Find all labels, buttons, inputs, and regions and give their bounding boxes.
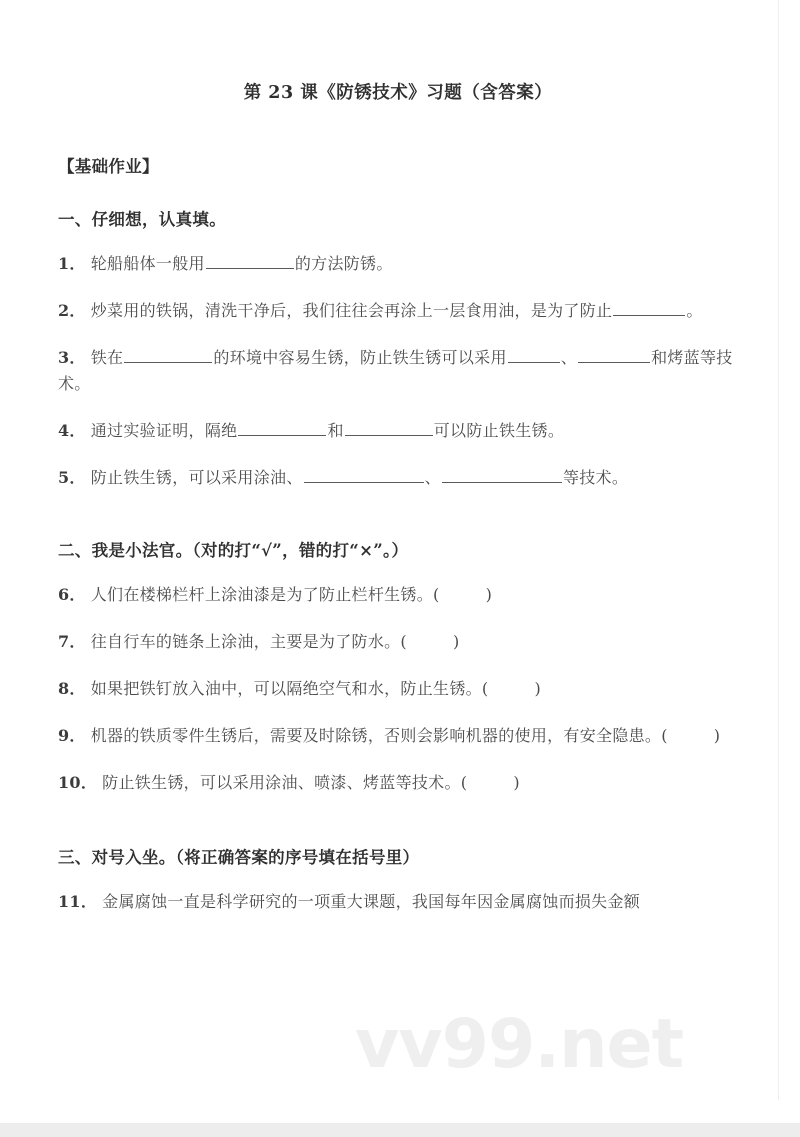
question-number: 7． [58, 632, 86, 652]
question-text: 如果把铁钉放入油中，可以隔绝空气和水，防止生锈。( [90, 679, 489, 699]
question-item [58, 251, 738, 277]
question-number: 10． [58, 773, 98, 793]
question-text-tail: ) [534, 679, 541, 699]
fill-blank[interactable] [206, 253, 294, 269]
section-heading-one: 一、仔细想，认真填。 [58, 210, 226, 229]
question-item [58, 770, 738, 796]
question-text-part: 铁在 [90, 347, 124, 367]
watermark-text: vv99.net [355, 1005, 684, 1084]
question-text-part: 通过实验证明，隔绝 [90, 420, 238, 440]
section-heading-two: 二、我是小法官。（对的打“√”，错的打“×”。） [58, 541, 409, 561]
question-item [58, 889, 738, 915]
question-item [58, 723, 738, 749]
question-number: 1． [58, 254, 86, 273]
question-text-tail: ) [452, 632, 460, 652]
question-text: 往自行车的链条上涂油，主要是为了防水。( [90, 632, 407, 652]
question-text-part: 的环境中容易生锈，防止铁生锈可以采用 [213, 347, 507, 367]
homework-label: 【基础作业】 [58, 157, 159, 176]
question-item [58, 582, 738, 608]
question-text-part: 和 [327, 420, 344, 440]
question-text: 人们在楼梯栏杆上涂油漆是为了防止栏杆生锈。( [90, 585, 440, 605]
question-number: 5． [58, 467, 86, 487]
fill-blank[interactable] [613, 300, 685, 316]
question-item [58, 629, 738, 655]
question-text-part: 炒菜用的铁锅，清洗干净后，我们往往会再涂上一层食用油，是为了防止 [90, 300, 613, 320]
question-item [58, 676, 738, 702]
fill-blank[interactable] [304, 466, 424, 482]
fill-blank[interactable] [442, 466, 562, 482]
question-text: 金属腐蚀一直是科学研究的一项重大课题，我国每年因金属腐蚀而损失金额 [102, 891, 641, 911]
question-text-part: 。 [686, 300, 703, 320]
question-text-part: 和烤蓝等技术。 [58, 347, 733, 393]
question-number: 8． [58, 679, 86, 699]
question-item [58, 465, 738, 491]
question-number: 11． [58, 891, 98, 911]
question-text-part: 轮船船体一般用 [90, 254, 205, 273]
question-number: 3． [58, 347, 86, 367]
question-item [58, 298, 738, 324]
question-number: 4． [58, 420, 86, 440]
question-text-part: 的方法防锈。 [294, 254, 393, 273]
page-bottom-edge [0, 1123, 800, 1137]
fill-blank[interactable] [345, 419, 433, 435]
fill-blank[interactable] [508, 347, 560, 363]
question-text-part: 可以防止铁生锈。 [433, 420, 565, 440]
fill-blank[interactable] [238, 419, 326, 435]
question-number: 2． [58, 300, 86, 320]
question-number: 9． [58, 726, 86, 746]
question-text-part: 、 [424, 467, 441, 487]
question-text-tail: ) [485, 585, 492, 605]
question-item [58, 418, 738, 444]
question-text-tail: ) [713, 726, 721, 746]
question-text: 防止铁生锈，可以采用涂油、喷漆、烤蓝等技术。( [102, 773, 468, 793]
question-text-part: 、 [560, 347, 578, 367]
page-title: 第 23 课《防锈技术》习题（含答案） [243, 83, 553, 103]
question-text-part: 防止铁生锈，可以采用涂油、 [90, 467, 303, 487]
fill-blank[interactable] [124, 347, 212, 363]
question-text-part: 等技术。 [562, 467, 629, 487]
question-text: 机器的铁质零件生锈后，需要及时除锈，否则会影响机器的使用，有安全隐患。( [90, 726, 668, 746]
fill-blank[interactable] [578, 347, 650, 363]
question-item [58, 345, 738, 397]
question-text-tail: ) [513, 773, 520, 793]
section-heading-three: 三、对号入坐。（将正确答案的序号填在括号里） [58, 847, 420, 867]
question-number: 6． [58, 585, 86, 605]
